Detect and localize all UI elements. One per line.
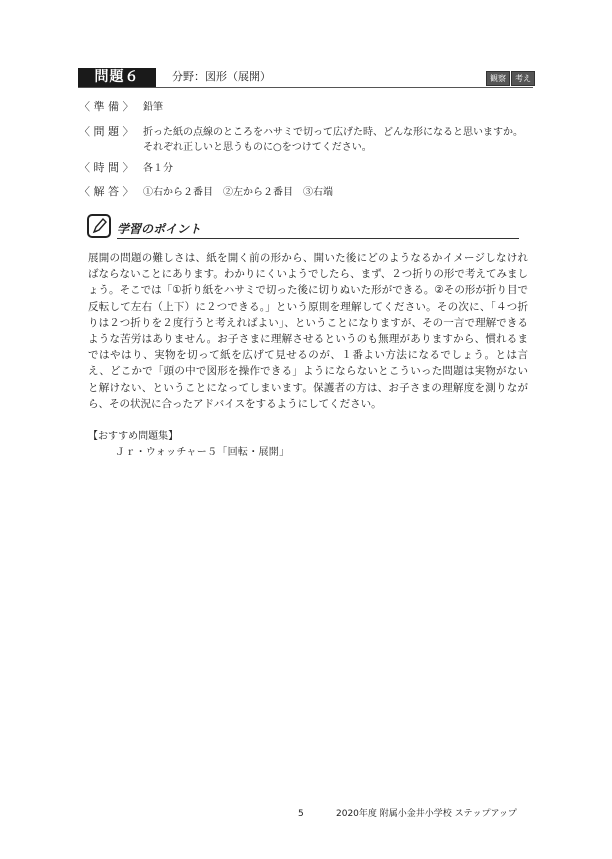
page-number: 5	[298, 809, 304, 819]
field-label: 分野：図形（展開）	[172, 70, 271, 83]
problem-text: 折った紙の点線のところをハサミで切って広げた時、どんな形になると思いますか。それぞれ正しいと思うものに○をつけてください。	[143, 127, 523, 153]
answer-text: ①右から２番目 ②左から２番目 ③右端	[143, 187, 333, 198]
learning-point-underline	[117, 238, 519, 239]
problem-number-badge: 問題６	[78, 68, 156, 87]
footer-title: 2020年度 附属小金井小学校 ステップアップ	[336, 809, 517, 819]
recommended-heading: 【おすすめ問題集】	[88, 431, 179, 442]
category-tag-observation: 観察	[486, 71, 510, 86]
learning-point-title: 学習のポイント	[117, 222, 202, 236]
time-text: 各１分	[143, 163, 173, 174]
materials-text: 鉛筆	[143, 102, 163, 113]
problem-label: 〈 問 題 〉	[79, 125, 134, 138]
answer-label: 〈 解 答 〉	[79, 185, 134, 198]
learning-point-body: 展開の問題の難しさは、紙を開く前の形から、開いた後にどのようなるかイメージしなければならないことにあります。わかりにくいようでしたら、まず、２つ折りの形で考えてみましょう。そこでは「①折り紙をハサミで切った後に切りぬいた形ができる。②その形が折り目で反転して左右（上下）に２つできる。」という原則を理解してください。その次に、「４つ折りは２つ折りを２度行うと考えればよい」、ということになりますが、その一言で理解できるような苦労はありません。お子さまに理解させるというのも無理がありますから、慣れるまではやはり、実物を切って紙を広げて見せるのが、１番よい方法になるでしょう。とは言え、どこかで「頭の中で図形を操作できる」ようにならないとこういった問題は実物がないと解けない、ということになってしまいます。保護者の方は、お子さまの理解度を測りながら、その状況に合ったアドバイスをするようにしてください。	[88, 252, 528, 410]
header-divider	[78, 87, 533, 88]
pencil-icon	[87, 214, 111, 238]
recommended-item: Ｊｒ・ウォッチャー５「回転・展開」	[115, 447, 290, 458]
category-tag-thinking: 考え	[511, 71, 535, 86]
time-label: 〈 時 間 〉	[79, 161, 134, 174]
materials-label: 〈 準 備 〉	[79, 100, 134, 113]
